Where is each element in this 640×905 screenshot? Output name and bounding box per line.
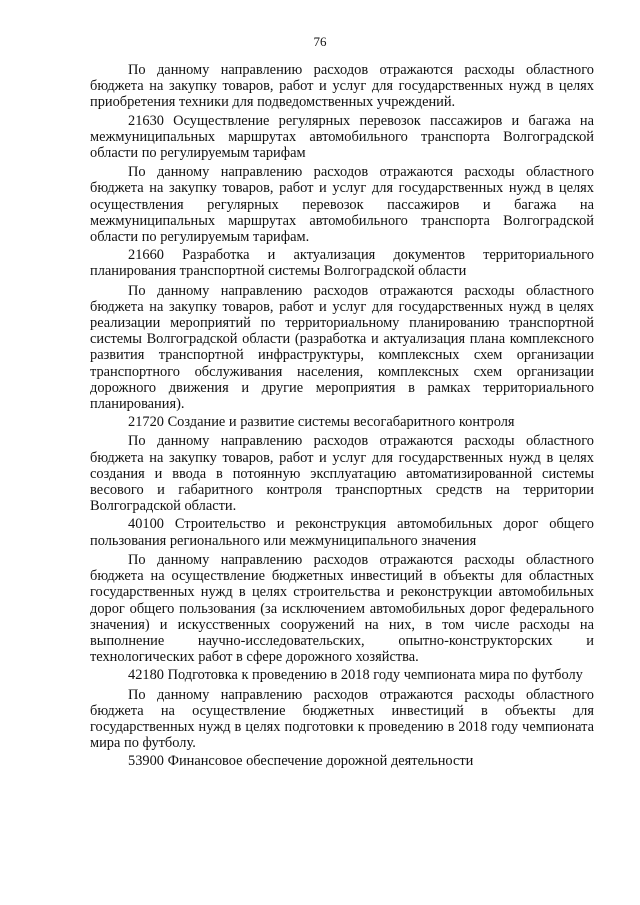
- section-heading: 53900 Финансовое обеспечение дорожной деятельности: [128, 753, 474, 770]
- page-number: 76: [313, 34, 327, 49]
- body-paragraph: По данному направлению расходов отражаются расходы областного бюджета на закупку товаров, работ и услуг для государственных нужд в целях приобретения техники для подведомственных учреждений.: [90, 62, 594, 111]
- body-paragraph: По данному направлению расходов отражаются расходы областного бюджета на закупку товаров, работ и услуг для государственных нужд в целях создания и ввода в потоянную эксплуатацию автоматизированной системы весового и габаритного контроля транспортных средств на территории Волгоградской области.: [90, 433, 594, 515]
- document-body: [90, 62, 594, 773]
- body-paragraph: По данному направлению расходов отражаются расходы областного бюджета на закупку товаров, работ и услуг для государственных нужд в целях осуществления регулярных перевозок пассажиров и багажа на межмуниципальных маршрутах автомобильного транспорта Волгоградской области по регулируемым тарифам.: [90, 164, 594, 246]
- body-paragraph: По данному направлению расходов отражаются расходы областного бюджета на осуществление бюджетных инвестиций в объекты для областных государственных нужд в целях строительства и реконструкции автомобильных дорог общего пользования (за исключением автомобильных дорог федерального значения) и искусственных сооружений на них, в том числе расходы на выполнение научно-исследовательских, опытно-конструкторских и технологических работ в сфере дорожного хозяйства.: [90, 551, 594, 666]
- section-heading: 21720 Создание и развитие системы весогабаритного контроля: [128, 414, 515, 431]
- section-heading: 40100 Строительство и реконструкция автомобильных дорог общего пользования регионального или межмуниципального значения: [90, 516, 594, 549]
- body-paragraph: По данному направлению расходов отражаются расходы областного бюджета на осуществление бюджетных инвестиций в объекты для государственных нужд в целях подготовки к проведению в 2018 году чемпионата мира по футболу.: [90, 686, 594, 752]
- section-heading: 42180 Подготовка к проведению в 2018 году чемпионата мира по футболу: [128, 667, 583, 684]
- body-paragraph: По данному направлению расходов отражаются расходы областного бюджета на закупку товаров, работ и услуг для государственных нужд в целях реализации мероприятий по территориальному планированию транспортной системы Волгоградской области (разработка и актуализация плана комплексного развития транспортной инфраструктуры, комплексных схем организации транспортного обслуживания населения, комплексных схем организации дорожного движения и другие мероприятия в рамках территориального планирования).: [90, 282, 594, 413]
- section-heading: 21660 Разработка и актуализация документов территориального планирования транспортной системы Волгоградской области: [90, 247, 594, 280]
- section-heading: 21630 Осуществление регулярных перевозок пассажиров и багажа на межмуниципальных маршрутах автомобильного транспорта Волгоградской области по регулируемым тарифам: [90, 112, 594, 162]
